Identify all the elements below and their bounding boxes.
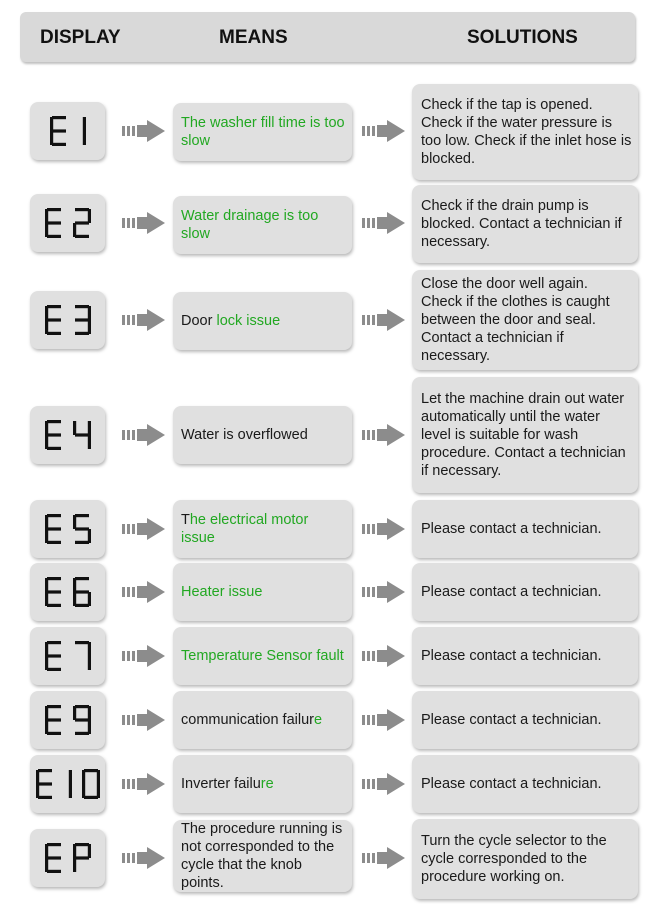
arrow-right-icon: [122, 212, 166, 234]
segment: [73, 706, 76, 720]
solution-cell: [412, 819, 638, 899]
means-text-segment: e: [313, 712, 323, 728]
segment: [47, 527, 61, 530]
segment: [75, 332, 89, 335]
means-text-segment: The washer fill time is too slow: [181, 115, 345, 149]
means-text: [181, 114, 346, 150]
header-solutions: SOLUTIONS: [467, 27, 578, 48]
segment: [75, 208, 89, 211]
segment: [87, 592, 90, 606]
segment: [82, 770, 85, 784]
seven-segment-code: [45, 577, 91, 607]
solution-cell: [412, 185, 638, 263]
segment: [75, 590, 89, 593]
means-text-segment: T: [181, 512, 190, 528]
segment: [52, 129, 66, 132]
error-code-display: [30, 194, 105, 252]
means-text-segment: Inverter failu: [181, 776, 261, 792]
segment: [87, 306, 90, 320]
segment: [45, 421, 48, 435]
segment: [47, 208, 61, 211]
seven-segment-code: [45, 843, 91, 873]
segment: [84, 769, 98, 772]
means-cell: [173, 500, 352, 558]
solution-cell: [412, 627, 638, 685]
segment: [82, 131, 85, 145]
seven-segment-code: [45, 641, 91, 671]
segment: [75, 235, 89, 238]
error-code-display: [30, 691, 105, 749]
means-cell: [173, 820, 352, 892]
segment: [75, 604, 89, 607]
segment: [52, 143, 66, 146]
segment: [47, 590, 61, 593]
seven-segment-code: [45, 705, 91, 735]
segment: [47, 843, 61, 846]
arrow-right-icon: [362, 120, 406, 142]
segment: [75, 732, 89, 735]
error-code-display: [30, 627, 105, 685]
segment: [47, 641, 61, 644]
segment: [73, 844, 76, 858]
segment: [47, 604, 61, 607]
segment: [38, 769, 52, 772]
means-text-segment: Water drainage is too slow: [181, 208, 319, 242]
solution-text: Check if the tap is opened. Check if the water pressure is too low. Check if the inlet hose is blocked.: [421, 97, 632, 167]
arrow-right-icon: [362, 645, 406, 667]
means-text: [181, 647, 344, 665]
segment: [47, 856, 61, 859]
error-code-display: [30, 563, 105, 621]
segment: [73, 578, 76, 592]
segment: [87, 421, 90, 435]
segment: [87, 209, 90, 223]
segment: [47, 541, 61, 544]
segment: [73, 421, 76, 435]
segment: [45, 209, 48, 223]
seven-segment-code: [45, 208, 91, 238]
seven-segment-code: [50, 116, 86, 146]
seven-segment-code: [45, 305, 91, 335]
segment: [47, 577, 61, 580]
arrow-right-icon: [122, 424, 166, 446]
segment: [50, 117, 53, 131]
segment: [75, 514, 89, 517]
segment: [75, 318, 89, 321]
segment: [73, 858, 76, 872]
segment: [75, 221, 89, 224]
segment: [47, 718, 61, 721]
segment: [38, 782, 52, 785]
solution-cell: [412, 563, 638, 621]
segment: [47, 514, 61, 517]
segment: [75, 527, 89, 530]
arrow-right-icon: [362, 847, 406, 869]
segment: [75, 843, 89, 846]
means-text: [181, 711, 322, 729]
segment: [45, 306, 48, 320]
segment: [75, 641, 89, 644]
solution-text: Close the door well again. Check if the clothes is caught between the door and seal. Contact a technician if necessary.: [421, 276, 610, 364]
arrow-right-icon: [362, 424, 406, 446]
arrow-right-icon: [122, 645, 166, 667]
segment: [87, 844, 90, 858]
solution-text: Check if the drain pump is blocked. Contact a technician if necessary.: [421, 198, 622, 250]
error-code-display: [30, 406, 105, 464]
segment: [82, 117, 85, 131]
means-text: [181, 426, 308, 444]
error-code-display: [30, 102, 105, 160]
segment: [73, 515, 76, 529]
error-code-display: [30, 500, 105, 558]
arrow-right-icon: [122, 581, 166, 603]
seven-segment-code: [45, 514, 91, 544]
arrow-right-icon: [362, 709, 406, 731]
segment: [36, 770, 39, 784]
solution-text: Please contact a technician.: [421, 776, 602, 792]
segment: [96, 770, 99, 784]
header-means: MEANS: [219, 27, 288, 48]
segment: [47, 305, 61, 308]
segment: [68, 784, 71, 798]
segment: [75, 305, 89, 308]
table-header: [20, 12, 635, 62]
segment: [75, 541, 89, 544]
means-text: [181, 207, 346, 243]
arrow-right-icon: [122, 518, 166, 540]
means-cell: [173, 292, 352, 350]
segment: [47, 447, 61, 450]
means-text-segment: communication failur: [181, 712, 314, 728]
solution-text: Turn the cycle selector to the cycle corresponded to the procedure working on.: [421, 833, 607, 885]
segment: [45, 515, 48, 529]
segment: [47, 654, 61, 657]
means-text: [181, 820, 346, 892]
segment: [45, 642, 48, 656]
arrow-right-icon: [122, 773, 166, 795]
means-text: [181, 775, 274, 793]
solution-text: Please contact a technician.: [421, 584, 602, 600]
segment: [47, 235, 61, 238]
segment: [47, 668, 61, 671]
segment: [75, 433, 89, 436]
means-cell: [173, 755, 352, 813]
means-cell: [173, 691, 352, 749]
seven-segment-code: [45, 420, 91, 450]
segment: [87, 706, 90, 720]
solution-text: Please contact a technician.: [421, 712, 602, 728]
solution-cell: [412, 691, 638, 749]
segment: [68, 770, 71, 784]
solution-cell: [412, 84, 638, 180]
arrow-right-icon: [122, 120, 166, 142]
segment: [45, 578, 48, 592]
means-text-segment: Temperature Sensor fault: [181, 648, 344, 664]
segment: [45, 844, 48, 858]
means-text-segment: Water is overflowed: [181, 427, 308, 443]
header-display: DISPLAY: [40, 27, 121, 48]
segment: [47, 705, 61, 708]
segment: [47, 732, 61, 735]
segment: [45, 706, 48, 720]
error-code-display: [30, 829, 105, 887]
solution-cell: [412, 500, 638, 558]
solution-text: Please contact a technician.: [421, 648, 602, 664]
means-text-segment: he electrical motor issue: [181, 512, 309, 546]
arrow-right-icon: [122, 847, 166, 869]
means-text-segment: The procedure running is not corresponded to the cycle that the knob points.: [181, 821, 343, 891]
means-cell: [173, 627, 352, 685]
solution-cell: [412, 270, 638, 370]
segment: [47, 433, 61, 436]
means-text-segment: Door: [181, 313, 217, 329]
segment: [87, 656, 90, 670]
segment: [84, 796, 98, 799]
arrow-right-icon: [362, 212, 406, 234]
error-code-display: [30, 755, 105, 813]
arrow-right-icon: [362, 581, 406, 603]
segment: [38, 796, 52, 799]
segment: [47, 870, 61, 873]
arrow-right-icon: [362, 773, 406, 795]
means-text: [181, 583, 262, 601]
means-cell: [173, 406, 352, 464]
segment: [82, 784, 85, 798]
segment: [75, 856, 89, 859]
means-cell: [173, 563, 352, 621]
segment: [75, 577, 89, 580]
error-code-display: [30, 291, 105, 349]
segment: [47, 420, 61, 423]
segment: [47, 332, 61, 335]
arrow-right-icon: [122, 709, 166, 731]
solution-text: Let the machine drain out water automatically until the water level is suitable for wash procedure. Contact a technician if necessary.: [421, 391, 626, 479]
means-text-segment: re: [260, 776, 274, 792]
means-text-segment: lock issue: [216, 313, 281, 329]
means-text-segment: Heater issue: [181, 584, 263, 600]
means-text: [181, 312, 280, 330]
solution-cell: [412, 755, 638, 813]
segment: [75, 705, 89, 708]
solution-text: Please contact a technician.: [421, 521, 602, 537]
arrow-right-icon: [122, 309, 166, 331]
seven-segment-code: [36, 769, 100, 799]
solution-cell: [412, 377, 638, 493]
segment: [87, 435, 90, 449]
segment: [47, 318, 61, 321]
arrow-right-icon: [362, 309, 406, 331]
segment: [47, 221, 61, 224]
segment: [75, 718, 89, 721]
means-cell: [173, 103, 352, 161]
segment: [52, 116, 66, 119]
means-text: [181, 511, 346, 547]
means-cell: [173, 196, 352, 254]
segment: [87, 642, 90, 656]
arrow-right-icon: [362, 518, 406, 540]
